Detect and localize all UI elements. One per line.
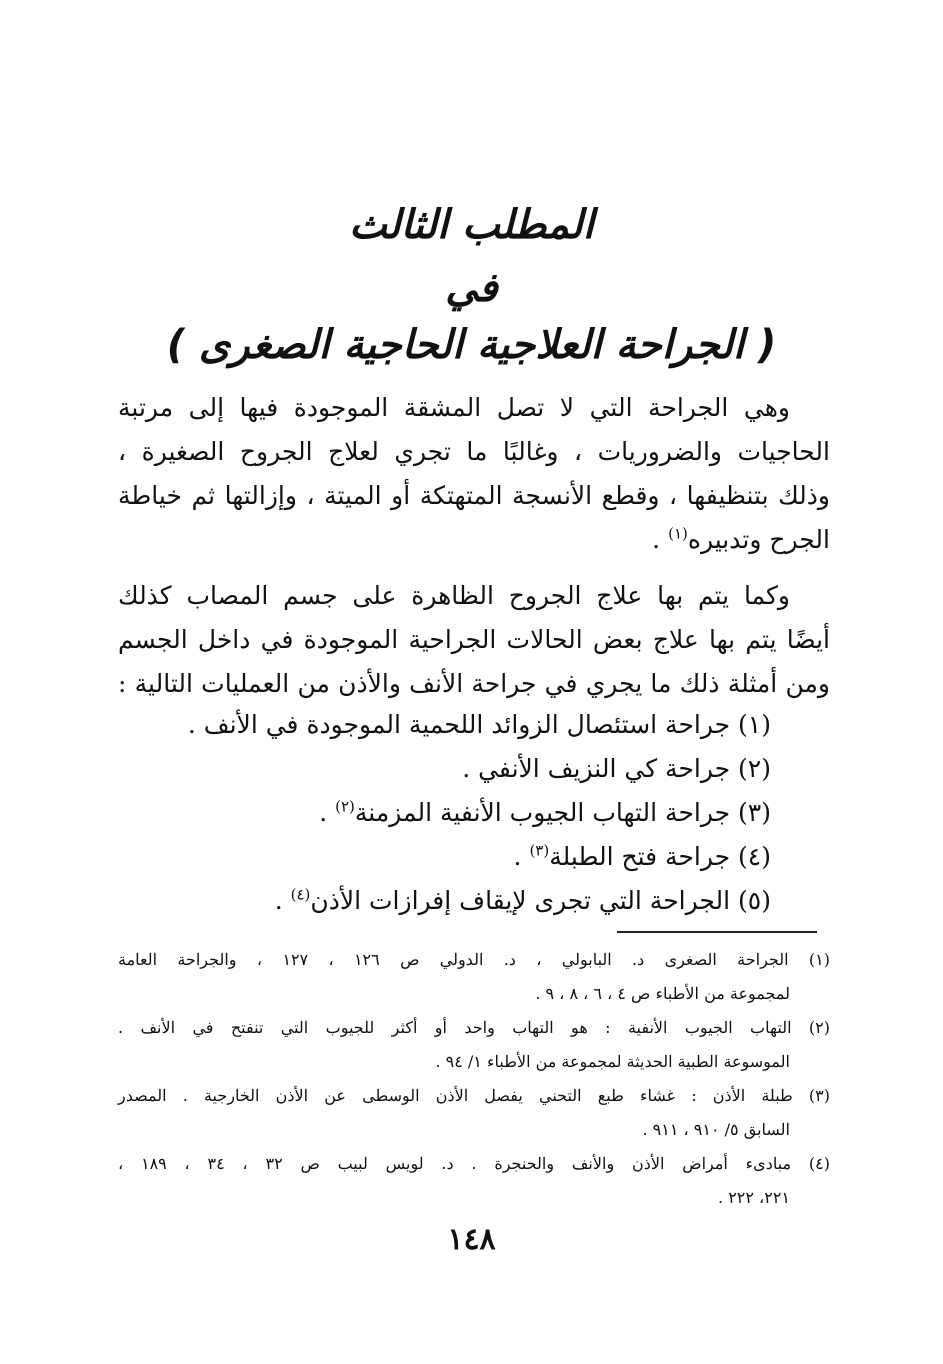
list-item-text: (٢) جراحة كي النزيف الأنفي . (462, 754, 771, 783)
footnote-line: ٢٢١، ٢٢٢ . (718, 1188, 790, 1207)
sentence-end: . (513, 842, 530, 871)
paragraph-line-text: الجرح وتدبيره (687, 525, 830, 554)
paragraph-line: ومن أمثلة ذلك ما يجري في جراحة الأنف والأذن من العمليات التالية : (118, 669, 830, 698)
paragraph-1 (118, 386, 830, 562)
footnote-line: (٢) التهاب الجيوب الأنفية : هو التهاب واحد أو أكثر للجيوب التي تنفتح في الأنف . (118, 1018, 830, 1037)
paragraph-line: وهي الجراحة التي لا تصل المشقة الموجودة فيها إلى مرتبة (118, 393, 790, 422)
paragraph-line (118, 518, 830, 562)
sentence-end: . (274, 886, 291, 915)
section-title-connector: في (445, 265, 498, 311)
list-item-text: (١) جراحة استئصال الزوائد اللحمية الموجودة في الأنف . (187, 710, 771, 739)
paragraph-line: وذلك بتنظيفها ، وقطع الأنسجة المتهتكة أو الميتة ، وإزالتها ثم خياطة (118, 481, 830, 510)
footnote-line: الموسوعة الطبية الحديثة لمجموعة من الأطباء ١/ ٩٤ . (435, 1052, 790, 1071)
sentence-end: . (652, 525, 669, 554)
sentence-end: . (319, 798, 336, 827)
footnotes (118, 943, 830, 1215)
procedure-list (118, 703, 771, 923)
list-item (118, 879, 771, 923)
footnote-line: (١) الجراحة الصغرى د. البابولي ، د. الدولي ص ١٢٦ ، ١٢٧ ، والجراحة العامة (118, 950, 830, 969)
section-title: المطلب الثالث (349, 202, 594, 248)
paragraph-line: أيضًا يتم بها علاج بعض الحالات الجراحية الموجودة في داخل الجسم (118, 625, 830, 654)
list-item (118, 791, 771, 835)
footnote-ref: (٣) (529, 841, 550, 860)
paragraph-line: الحاجيات والضروريات ، وغالبًا ما تجري لعلاج الجروح الصغيرة ، (118, 437, 830, 466)
paragraph-2 (118, 574, 830, 706)
paragraph-line: وكما يتم بها علاج الجروح الظاهرة على جسم المصاب كذلك (118, 581, 790, 610)
footnote-ref: (١) (668, 524, 688, 543)
list-item (118, 835, 771, 879)
footnote-line: (٤) مبادىء أمراض الأذن والأنف والحنجرة . د. لويس لبيب ص ٣٢ ، ٣٤ ، ١٨٩ ، (118, 1154, 830, 1173)
footnote-line: لمجموعة من الأطباء ص ٤ ، ٦ ، ٨ ، ٩ . (535, 984, 790, 1003)
list-item-text: (٥) الجراحة التي تجرى لإيقاف إفرازات الأذن (310, 886, 771, 915)
section-subtitle: ( الجراحة العلاجية الحاجية الصغرى ) (166, 322, 777, 368)
list-item (118, 703, 771, 747)
list-item (118, 747, 771, 791)
footnote-line: (٣) طبلة الأذن : غشاء طبع التحني يفصل الأذن الوسطى عن الأذن الخارجية . المصدر (118, 1086, 830, 1105)
page-number: ١٤٨ (447, 1222, 496, 1257)
footnote-ref: (٢) (335, 797, 355, 816)
footnote-ref: (٤) (290, 885, 311, 904)
footnote-line: السابق ٥/ ٩١٠ ، ٩١١ . (642, 1120, 790, 1139)
list-item-text: (٤) جراحة فتح الطبلة (549, 842, 771, 871)
list-item-text: (٣) جراحة التهاب الجيوب الأنفية المزمنة (354, 798, 771, 827)
footnote-divider (617, 931, 817, 933)
